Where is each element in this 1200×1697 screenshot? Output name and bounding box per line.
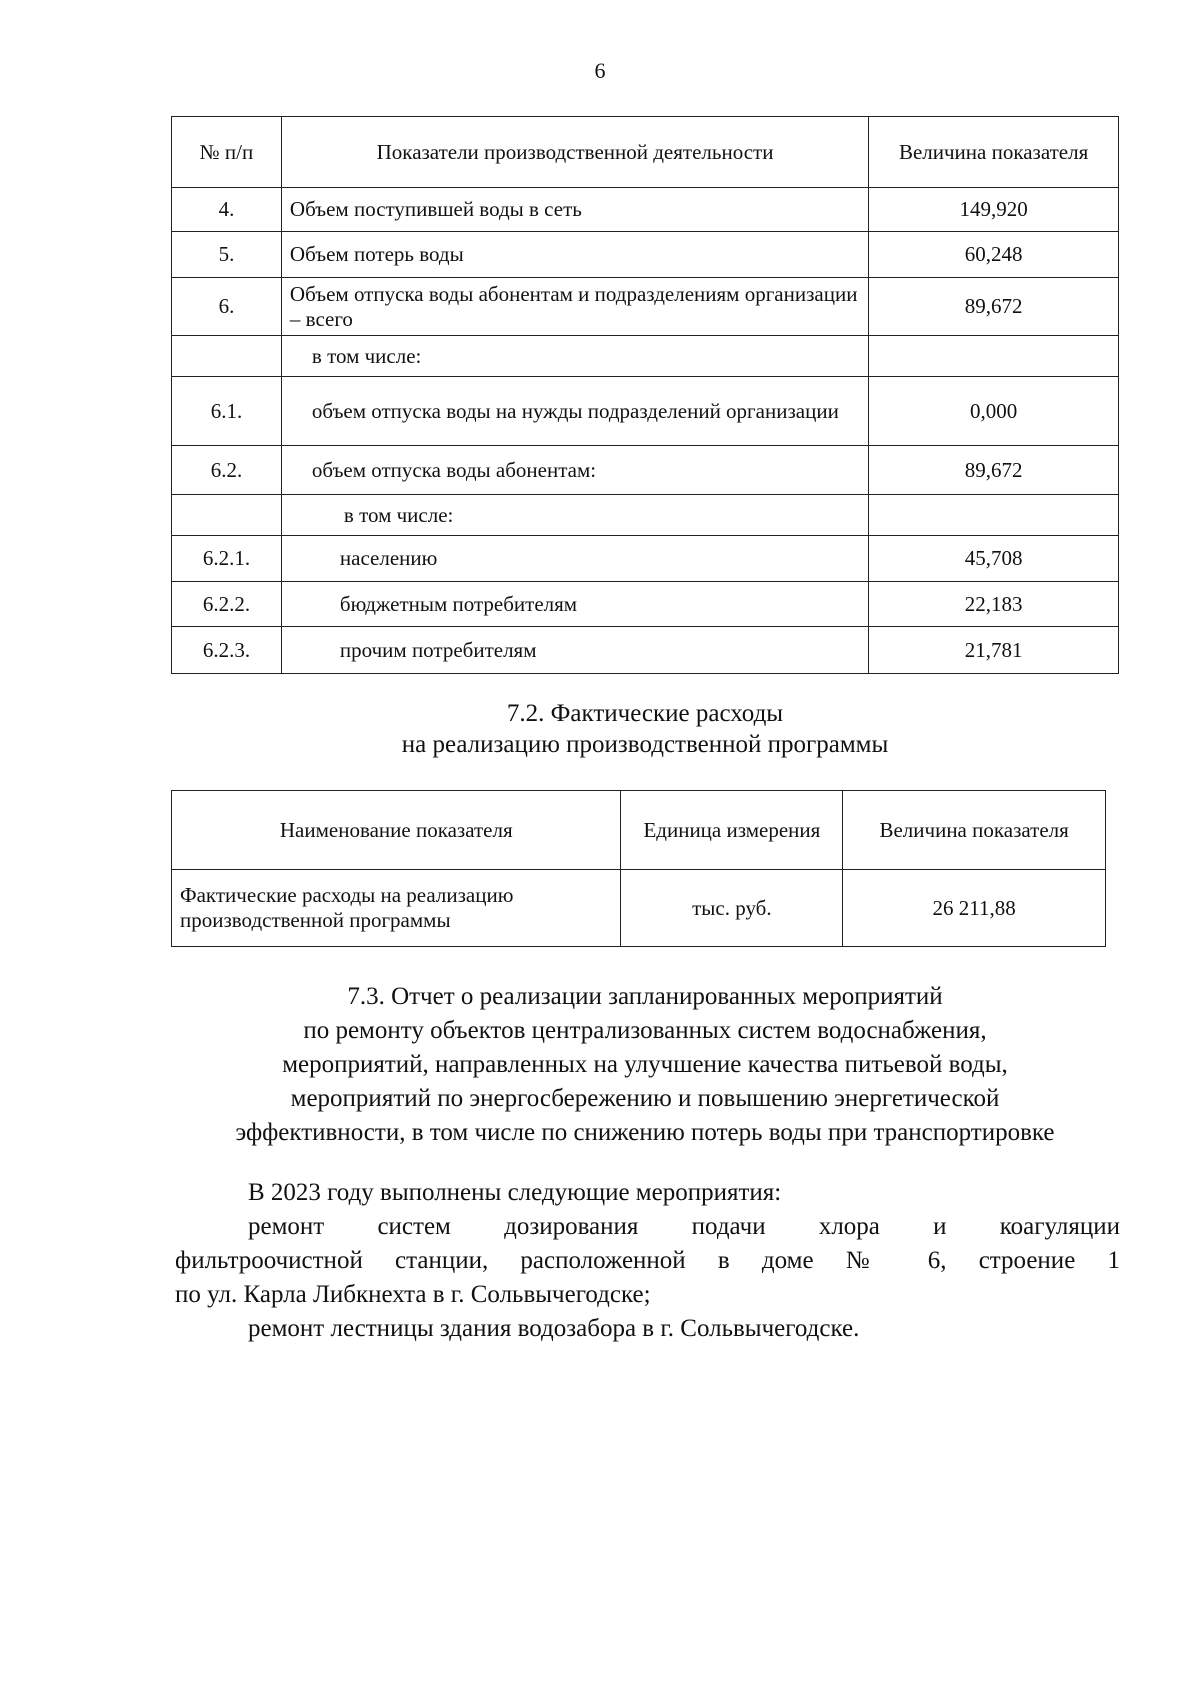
section-7-3-line2: по ремонту объектов централизованных систем водоснабжения,: [303, 1017, 987, 1044]
table-row: [172, 446, 1119, 495]
row-number: 6.2.2.: [172, 582, 282, 627]
row-number: [172, 495, 282, 536]
row-value: 149,920: [869, 188, 1119, 232]
row-value: [869, 336, 1119, 377]
table-header-row: [172, 117, 1119, 188]
row-value: 60,248: [869, 232, 1119, 278]
row-label: в том числе:: [281, 336, 868, 377]
header-number: № п/п: [172, 117, 282, 188]
row-value: 26 211,88: [843, 870, 1106, 947]
activity-item-2: ремонт лестницы здания водозабора в г. Сольвычегодске.: [248, 1315, 860, 1342]
table-row: [172, 377, 1119, 446]
section-7-2-line1: 7.2. Фактические расходы: [506, 700, 784, 727]
row-name: Фактические расходы на реализацию производственной программы: [172, 870, 621, 947]
table-row: [172, 582, 1119, 627]
activities-intro: В 2023 году выполнены следующие мероприятия:: [248, 1179, 782, 1206]
table-row: [172, 536, 1119, 582]
row-label: прочим потребителям: [281, 627, 868, 674]
row-number: 6.2.1.: [172, 536, 282, 582]
production-indicators-table: [171, 116, 1119, 674]
row-number: 6.2.3.: [172, 627, 282, 674]
row-number: 6.2.: [172, 446, 282, 495]
row-number: 5.: [172, 232, 282, 278]
section-7-3-line3: мероприятий, направленных на улучшение качества питьевой воды,: [282, 1051, 1008, 1078]
row-value: 89,672: [869, 278, 1119, 336]
header-indicator: Показатели производственной деятельности: [281, 117, 868, 188]
row-number: [172, 336, 282, 377]
section-7-2-title: [0, 698, 1200, 760]
header-value: Величина показателя: [869, 117, 1119, 188]
table-row: [172, 870, 1106, 947]
row-value: 0,000: [869, 377, 1119, 446]
row-value: 89,672: [869, 446, 1119, 495]
table-row: [172, 188, 1119, 232]
row-number: 6.1.: [172, 377, 282, 446]
row-label: объем отпуска воды на нужды подразделений организации: [281, 377, 868, 446]
row-value: 21,781: [869, 627, 1119, 674]
row-label: бюджетным потребителям: [281, 582, 868, 627]
section-7-3-line4: мероприятий по энергосбережению и повышению энергетической: [290, 1085, 1000, 1112]
row-label: в том числе:: [281, 495, 868, 536]
row-number: 6.: [172, 278, 282, 336]
row-value: 45,708: [869, 536, 1119, 582]
section-7-2-line2: на реализацию производственной программы: [401, 731, 889, 758]
table-row: [172, 278, 1119, 336]
table-header-row: [172, 791, 1106, 870]
table-row: [172, 495, 1119, 536]
table-row: [172, 232, 1119, 278]
row-label: объем отпуска воды абонентам:: [281, 446, 868, 495]
row-number: 4.: [172, 188, 282, 232]
section-7-3-line5: эффективности, в том числе по снижению потерь воды при транспортировке: [235, 1119, 1055, 1146]
header-unit: Единица измерения: [621, 791, 843, 870]
row-value: 22,183: [869, 582, 1119, 627]
row-unit: тыс. руб.: [621, 870, 843, 947]
header-name: Наименование показателя: [172, 791, 621, 870]
section-7-3-title: [0, 980, 1200, 1150]
page-number: 6: [594, 58, 606, 83]
row-label: Объем отпуска воды абонентам и подразделениям организации – всего: [281, 278, 868, 336]
table-row: [172, 627, 1119, 674]
row-value: [869, 495, 1119, 536]
activity-item-1-line1: ремонт систем дозирования подачи хлора и коагуляции: [248, 1213, 1120, 1240]
section-7-3-line1: 7.3. Отчет о реализации запланированных мероприятий: [347, 983, 943, 1010]
activity-item-1-line2: фильтроочистной станции, расположенной в доме № 6, строение 1: [175, 1247, 1120, 1274]
activities-paragraph: [175, 1176, 1120, 1346]
header-value: Величина показателя: [843, 791, 1106, 870]
row-label: Объем поступившей воды в сеть: [281, 188, 868, 232]
actual-expenses-table: [171, 790, 1106, 947]
activity-item-1-line3: по ул. Карла Либкнехта в г. Сольвычегодске;: [175, 1281, 651, 1308]
table-row: [172, 336, 1119, 377]
row-label: населению: [281, 536, 868, 582]
row-label: Объем потерь воды: [281, 232, 868, 278]
